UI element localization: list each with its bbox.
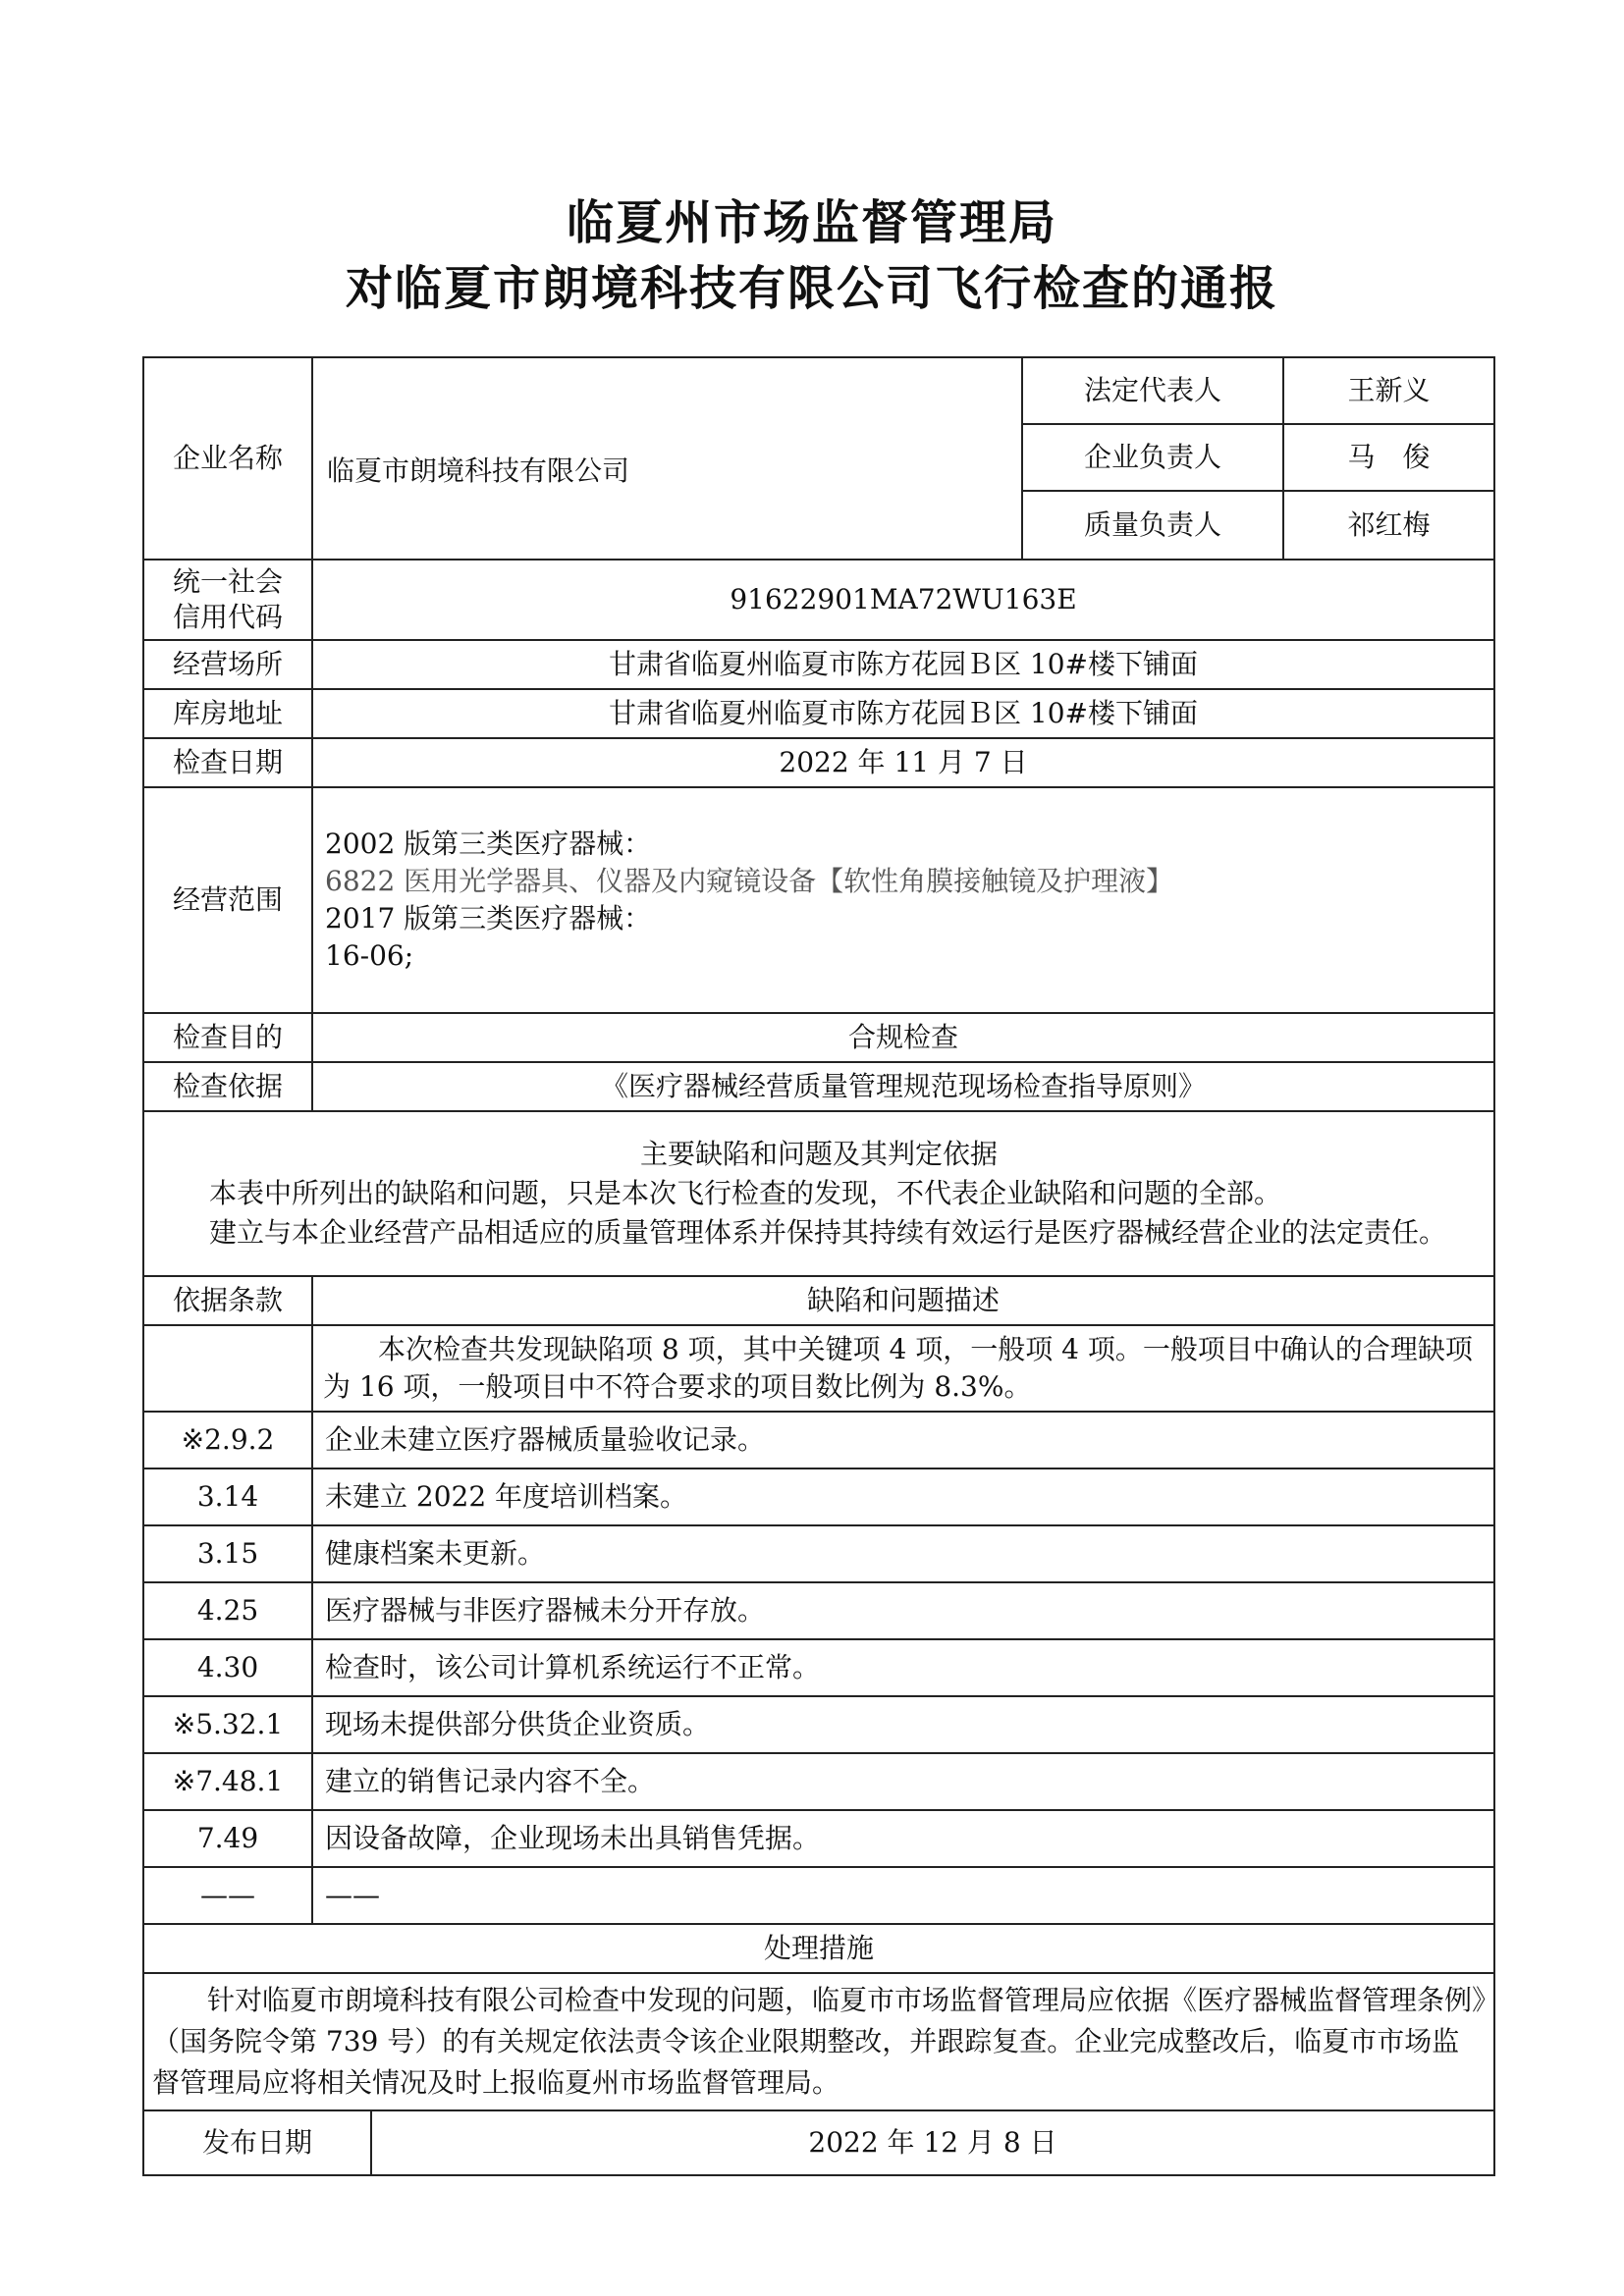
defect-desc: 企业未建立医疗器械质量验收记录。 <box>312 1412 1494 1468</box>
value-business-scope <box>312 787 1494 1013</box>
defects-intro <box>143 1111 1494 1276</box>
label-purpose: 检查目的 <box>143 1013 312 1062</box>
scope-line: 16-06; <box>325 939 414 972</box>
defect-desc: 医疗器械与非医疗器械未分开存放。 <box>312 1582 1494 1639</box>
label-quality-head: 质量负责人 <box>1022 491 1283 560</box>
notice-table <box>142 356 1495 2176</box>
value-company-name: 临夏市朗境科技有限公司 <box>312 357 1022 560</box>
value-credit-code: 91622901MA72WU163E <box>312 560 1494 640</box>
defect-clause: 3.14 <box>143 1468 312 1525</box>
label-company-name: 企业名称 <box>143 357 312 560</box>
defect-clause: ※5.32.1 <box>143 1696 312 1753</box>
label-credit-code: 统一社会 信用代码 <box>143 560 312 640</box>
defect-desc: 现场未提供部分供货企业资质。 <box>312 1696 1494 1753</box>
defect-clause: ※7.48.1 <box>143 1753 312 1810</box>
value-legal-rep: 王新义 <box>1283 357 1494 424</box>
scope-line: 2002 版第三类医疗器械： <box>325 828 652 860</box>
label-company-head: 企业负责人 <box>1022 424 1283 491</box>
value-inspection-date: 2022 年 11 月 7 日 <box>312 738 1494 787</box>
value-quality-head: 祁红梅 <box>1283 491 1494 560</box>
measures-text: 针对临夏市朗境科技有限公司检查中发现的问题，临夏市市场监督管理局应依据《医疗器械监督管理条例》（国务院令第 739 号）的有关规定依法责令该企业限期整改，并跟踪复查。企业完成整改后，临夏市市场监督管理局应将相关情况及时上报临夏州市场监督管理局。 <box>143 1973 1494 2110</box>
title-line-2: 对临夏市朗境科技有限公司飞行检查的通报 <box>345 261 1278 316</box>
title-line-1: 临夏州市场监督管理局 <box>566 195 1057 250</box>
inspection-summary: 本次检查共发现缺陷项 8 项，其中关键项 4 项，一般项 4 项。一般项目中确认的合理缺项为 16 项，一般项目中不符合要求的项目数比例为 8.3%。 <box>312 1325 1494 1412</box>
label-clause-col: 依据条款 <box>143 1276 312 1325</box>
defect-clause: 7.49 <box>143 1810 312 1867</box>
defects-note-2: 建立与本企业经营产品相适应的质量管理体系并保持其持续有效运行是医疗器械经营企业的法定责任。 <box>209 1216 1447 1249</box>
summary-clause-empty <box>143 1325 312 1412</box>
value-publish-date: 2022 年 12 月 8 日 <box>371 2110 1494 2175</box>
scope-line: 6822 医用光学器具、仪器及内窥镜设备【软性角膜接触镜及护理液】 <box>325 865 1174 897</box>
label-warehouse: 库房地址 <box>143 689 312 738</box>
label-publish-date: 发布日期 <box>143 2110 371 2175</box>
defect-clause: ※2.9.2 <box>143 1412 312 1468</box>
defect-clause: 3.15 <box>143 1525 312 1582</box>
defect-desc: —— <box>312 1867 1494 1924</box>
defect-desc: 建立的销售记录内容不全。 <box>312 1753 1494 1810</box>
label-inspection-date: 检查日期 <box>143 738 312 787</box>
defects-note-1: 本表中所列出的缺陷和问题，只是本次飞行检查的发现，不代表企业缺陷和问题的全部。 <box>209 1177 1282 1209</box>
label-basis: 检查依据 <box>143 1062 312 1111</box>
label-legal-rep: 法定代表人 <box>1022 357 1283 424</box>
value-warehouse: 甘肃省临夏州临夏市陈方花园Ｂ区 10#楼下铺面 <box>312 689 1494 738</box>
value-basis: 《医疗器械经营质量管理规范现场检查指导原则》 <box>312 1062 1494 1111</box>
value-purpose: 合规检查 <box>312 1013 1494 1062</box>
label-business-place: 经营场所 <box>143 640 312 689</box>
label-business-scope: 经营范围 <box>143 787 312 1013</box>
value-business-place: 甘肃省临夏州临夏市陈方花园Ｂ区 10#楼下铺面 <box>312 640 1494 689</box>
defect-desc: 健康档案未更新。 <box>312 1525 1494 1582</box>
label-desc-col: 缺陷和问题描述 <box>312 1276 1494 1325</box>
defect-desc: 因设备故障，企业现场未出具销售凭据。 <box>312 1810 1494 1867</box>
defect-clause: 4.25 <box>143 1582 312 1639</box>
scope-line: 2017 版第三类医疗器械： <box>325 902 652 934</box>
defect-clause: 4.30 <box>143 1639 312 1696</box>
value-company-head: 马 俊 <box>1283 424 1494 491</box>
defect-clause: —— <box>143 1867 312 1924</box>
measures-header: 处理措施 <box>143 1924 1494 1973</box>
defect-desc: 未建立 2022 年度培训档案。 <box>312 1468 1494 1525</box>
defects-header: 主要缺陷和问题及其判定依据 <box>640 1138 999 1170</box>
defect-desc: 检查时，该公司计算机系统运行不正常。 <box>312 1639 1494 1696</box>
